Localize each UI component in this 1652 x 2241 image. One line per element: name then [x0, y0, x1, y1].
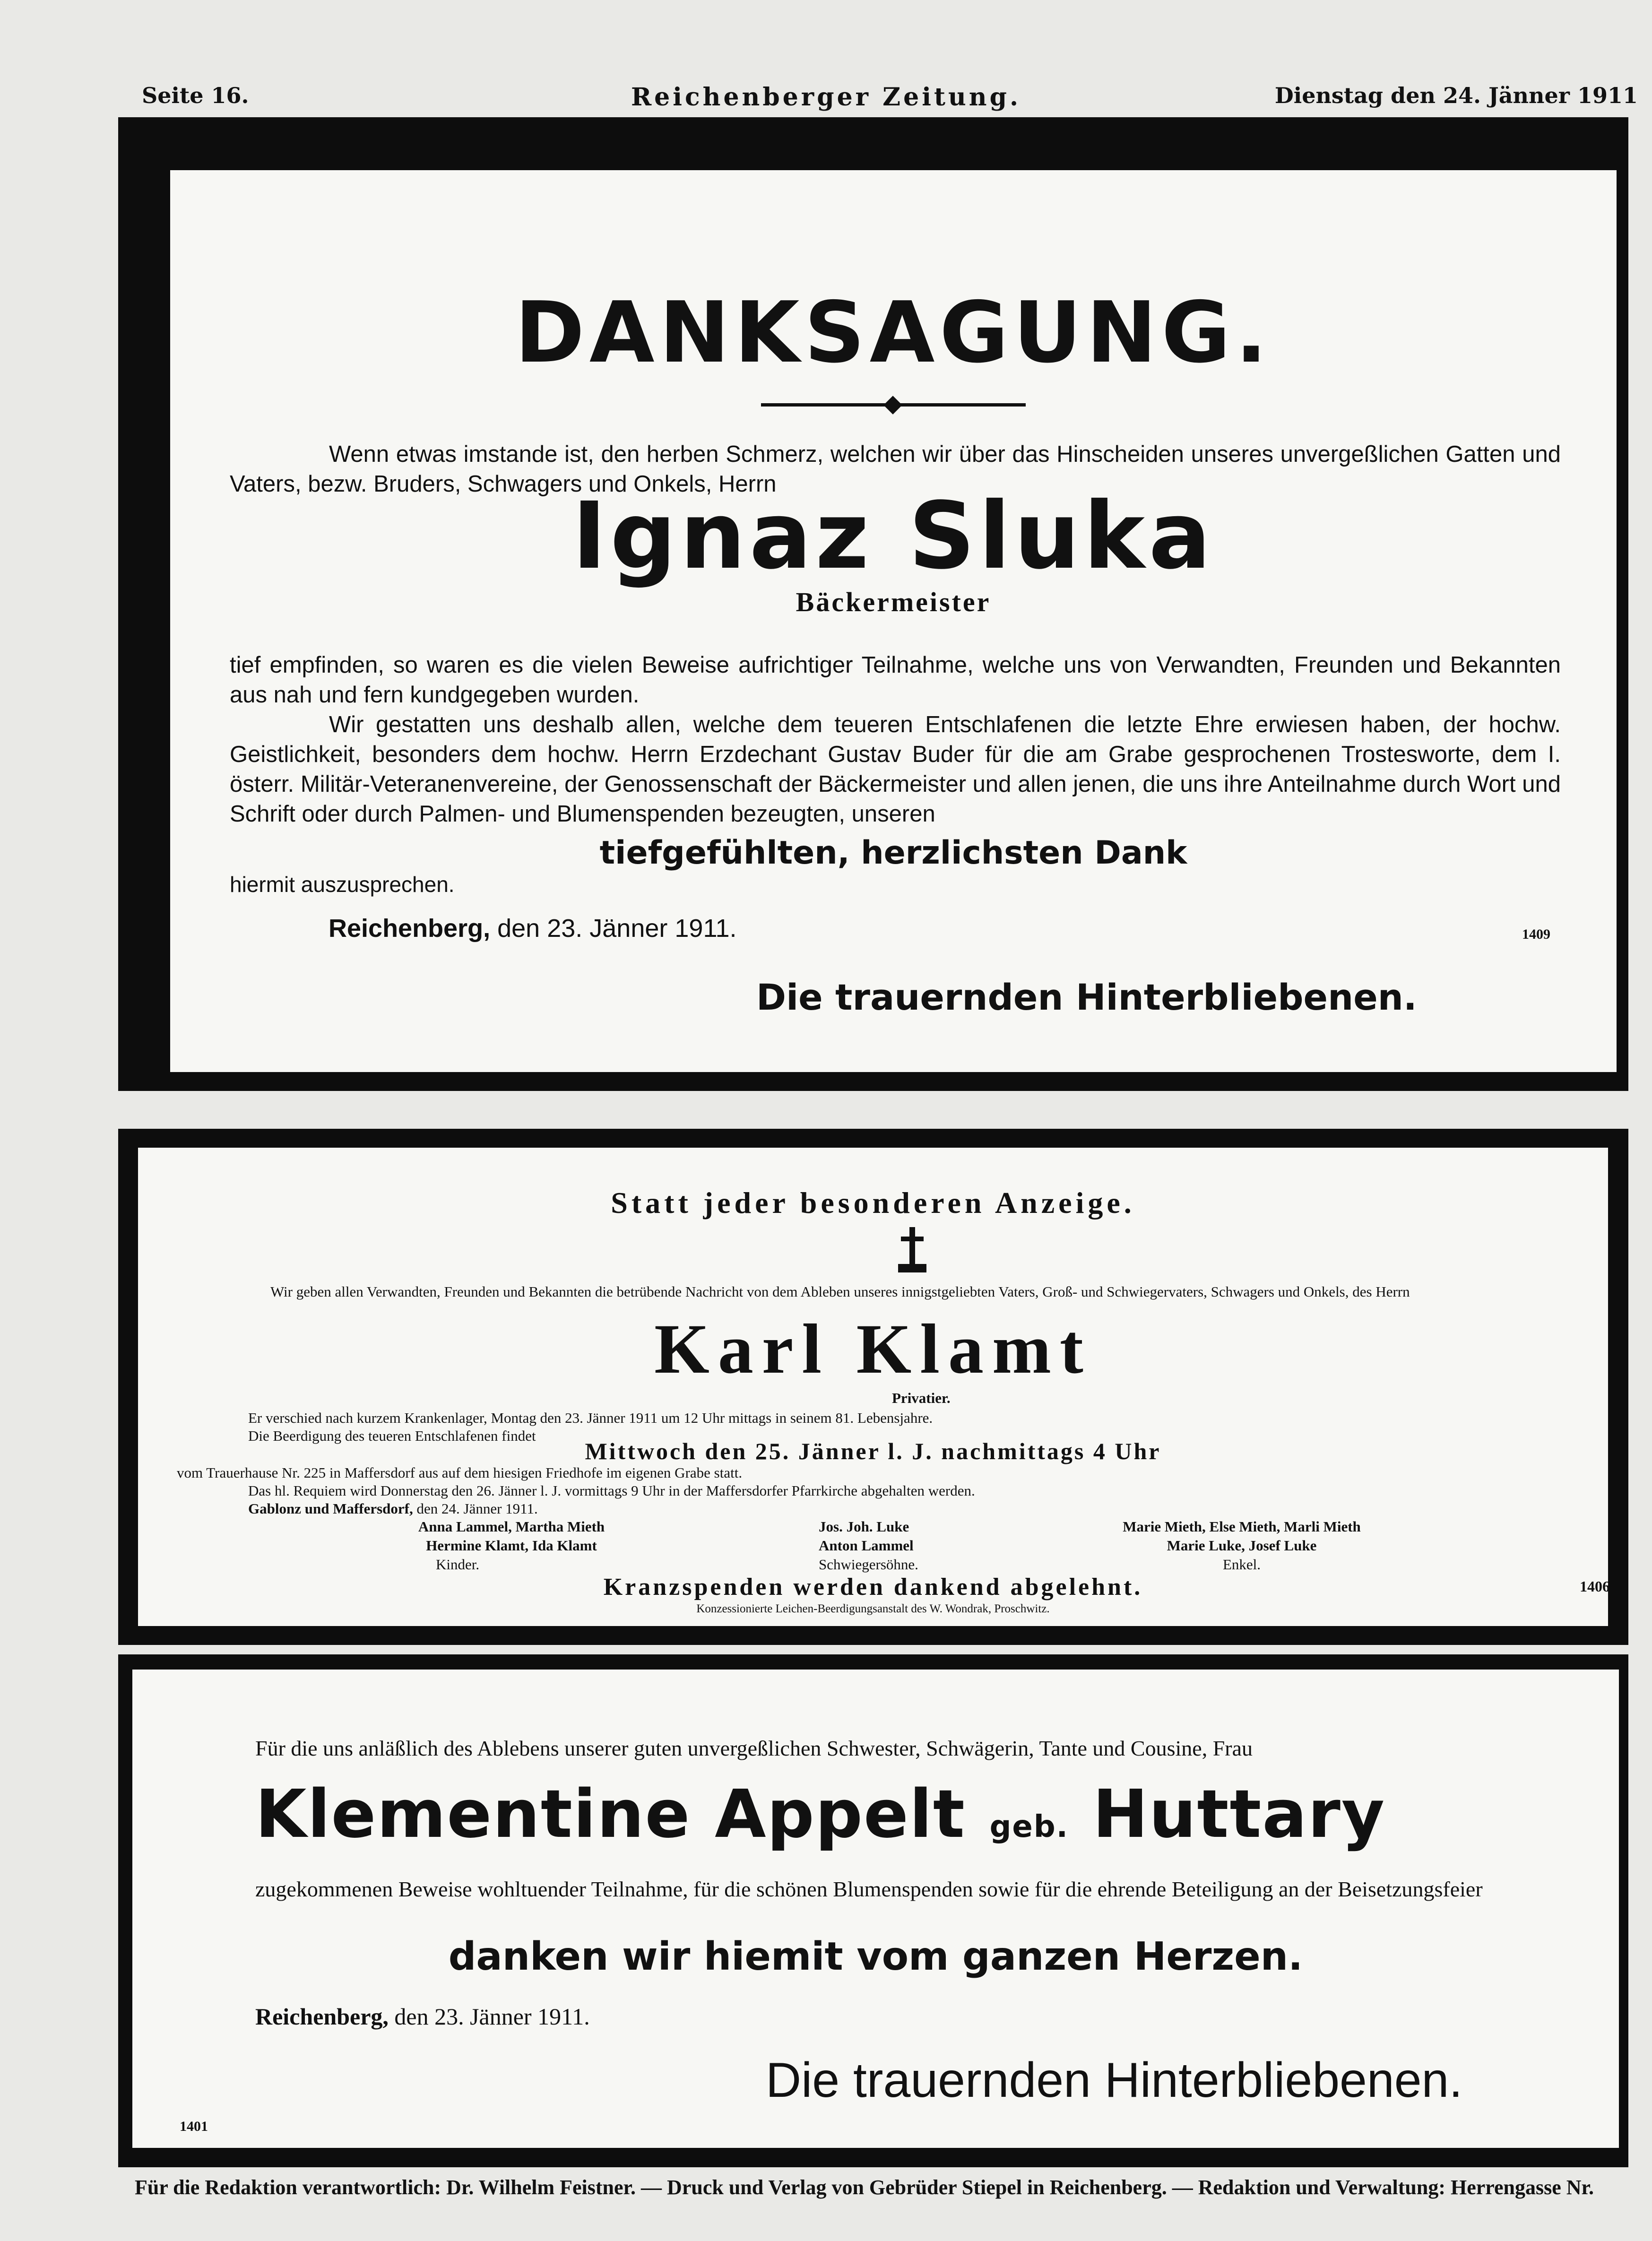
ad-klamt-date: den 24. Jänner 1911.	[416, 1500, 538, 1517]
ad-klamt-intro: Wir geben allen Verwandten, Freunden und Bekannten die betrübende Nachricht von dem Ableben unseres innigstgeliebten Vaters, Groß- und Schwiegervaters, Schwagers und Onkels, des Herrn	[270, 1283, 1410, 1300]
ad-klamt-number: 1406	[1580, 1578, 1610, 1595]
ad-appelt-thanks: danken wir hiemit vom ganzen Herzen.	[448, 1934, 1303, 1979]
ad-appelt-maiden-name: Huttary	[1092, 1776, 1386, 1853]
children-names-1: Anna Lammel, Martha Mieth	[418, 1518, 605, 1535]
ad-appelt-place: Reichenberg,	[255, 2003, 389, 2030]
ad-klamt-place-date	[248, 1499, 538, 1518]
issue-date: Dienstag den 24. Jänner 1911	[1274, 83, 1638, 108]
ad-klamt-panel	[138, 1148, 1608, 1626]
ad-sluka-frame	[118, 117, 1628, 1091]
ad-sluka-para1: tief empfinden, so waren es die vielen Beweise aufrichtiger Teilnahme, welche uns von Verwandten, Freunden und Bekannten aus nah und fern kundgegeben wurden.	[230, 652, 1561, 708]
children-names-2: Hermine Klamt, Ida Klamt	[426, 1537, 597, 1554]
ad-sluka-number: 1409	[1522, 926, 1550, 942]
ad-appelt-name-line	[255, 1776, 1385, 1853]
ad-klamt-line3: vom Trauerhause Nr. 225 in Maffersdorf aus auf dem hiesigen Friedhofe im eigenen Grabe statt.	[177, 1464, 743, 1481]
page-footer: Für die Redaktion verantwortlich: Dr. Wilhelm Feistner. — Druck und Verlag von Gebrüder Stiepel in Reichenberg. — Redaktion und Verwaltung: Herrengasse Nr.	[135, 2176, 1594, 2199]
grand-names-1: Marie Mieth, Else Mieth, Marli Mieth	[1123, 1518, 1361, 1535]
ad-appelt-number: 1401	[180, 2119, 208, 2134]
ad-sluka-closing: hiermit auszusprechen.	[230, 872, 455, 897]
sons-names-2: Anton Lammel	[819, 1537, 914, 1554]
ad-sluka-place-date	[329, 914, 737, 943]
ad-sluka-date: den 23. Jänner 1911.	[497, 914, 737, 943]
ad-appelt-frame	[118, 1654, 1628, 2167]
ad-klamt-wreath: Kranzspenden werden dankend abgelehnt.	[603, 1574, 1143, 1601]
newspaper-title: Reichenberger Zeitung.	[631, 83, 1021, 112]
ad-appelt-place-date	[255, 2003, 590, 2030]
ad-appelt-panel	[132, 1670, 1619, 2148]
ad-appelt-date: den 23. Jänner 1911.	[394, 2003, 590, 2030]
ad-klamt-sons-in-law	[819, 1517, 1017, 1574]
ad-klamt-grandchildren	[1095, 1517, 1388, 1574]
ad-klamt-line1: Er verschied nach kurzem Krankenlager, Montag den 23. Jänner 1911 um 12 Uhr mittags in seinem 81. Lebensjahre.	[248, 1410, 933, 1426]
ad-sluka-thanks: tiefgefühlten, herzlichsten Dank	[599, 834, 1187, 872]
page-number: Seite 16.	[142, 83, 249, 108]
ad-klamt-line2: Die Beerdigung des teueren Entschlafenen findet	[248, 1428, 536, 1444]
ad-appelt-intro: Für die uns anläßlich des Ablebens unserer guten unvergeßlichen Schwester, Schwägerin, Tante und Cousine, Frau	[255, 1736, 1253, 1760]
ad-klamt-children	[393, 1517, 630, 1574]
ad-sluka-title: DANKSAGUNG.	[515, 284, 1272, 381]
ad-sluka-intro: Wenn etwas imstande ist, den herben Schmerz, welchen wir über das Hinscheiden unseres unvergeßlichen Gatten und Vaters, bezw. Bruders, Schwagers und Onkels, Herrn	[230, 441, 1561, 497]
ad-klamt-name: Karl Klamt	[654, 1310, 1092, 1388]
ad-klamt-line4: Das hl. Requiem wird Donnerstag den 26. Jänner l. J. vormittags 9 Uhr in der Maffersdorfer Pfarrkirche abgehalten werden.	[248, 1482, 975, 1499]
ad-klamt-place: Gablonz und Maffersdorf,	[248, 1500, 413, 1517]
ad-appelt-geb: geb.	[989, 1809, 1069, 1844]
ad-sluka-para2: Wir gestatten uns deshalb allen, welche dem teueren Entschlafenen die letzte Ehre erwiesen haben, der hochw. Geistlichkeit, besonders dem hochw. Herrn Erzdechant Gustav Buder für die am Grabe gesprochenen Trostesworte, dem I. österr. Militär-Veteranenvereine, der Genossenschaft der Bäckermeister und allen jenen, die uns ihre Anteilnahme durch Wort und Schrift oder durch Palmen- und Blumenspenden bezeugten, unseren	[230, 712, 1561, 827]
ad-klamt-title: Privatier.	[892, 1390, 951, 1406]
ad-sluka-profession: Bäckermeister	[796, 587, 991, 617]
sons-label: Schwiegersöhne.	[819, 1556, 918, 1573]
ad-sluka-name: Ignaz Sluka	[572, 482, 1215, 589]
ad-sluka-signature: Die trauernden Hinterbliebenen.	[756, 976, 1417, 1018]
grand-label: Enkel.	[1222, 1556, 1261, 1573]
ad-sluka-place: Reichenberg,	[329, 914, 491, 943]
sons-names-1: Jos. Joh. Luke	[819, 1518, 909, 1535]
ad-appelt-name: Klementine Appelt	[255, 1776, 966, 1853]
ad-klamt-headline: Statt jeder besonderen Anzeige.	[611, 1186, 1135, 1220]
children-label: Kinder.	[436, 1556, 480, 1573]
ad-klamt-undertaker: Konzessionierte Leichen-Beerdigungsanstalt des W. Wondrak, Proschwitz.	[696, 1602, 1050, 1615]
ad-appelt-body: zugekommenen Beweise wohltuender Teilnahme, für die schönen Blumenspenden sowie für die ehrende Beteiligung an der Beisetzungsfeier	[255, 1877, 1483, 1901]
ad-appelt-signature: Die trauernden Hinterbliebenen.	[766, 2053, 1463, 2108]
ad-klamt-frame	[118, 1129, 1628, 1645]
ad-sluka-panel	[170, 170, 1617, 1072]
grand-names-2: Marie Luke, Josef Luke	[1167, 1537, 1317, 1554]
cross-icon	[898, 1227, 926, 1274]
ad-klamt-funeral: Mittwoch den 25. Jänner l. J. nachmittags 4 Uhr	[585, 1438, 1161, 1464]
rule-ornament	[883, 396, 902, 415]
